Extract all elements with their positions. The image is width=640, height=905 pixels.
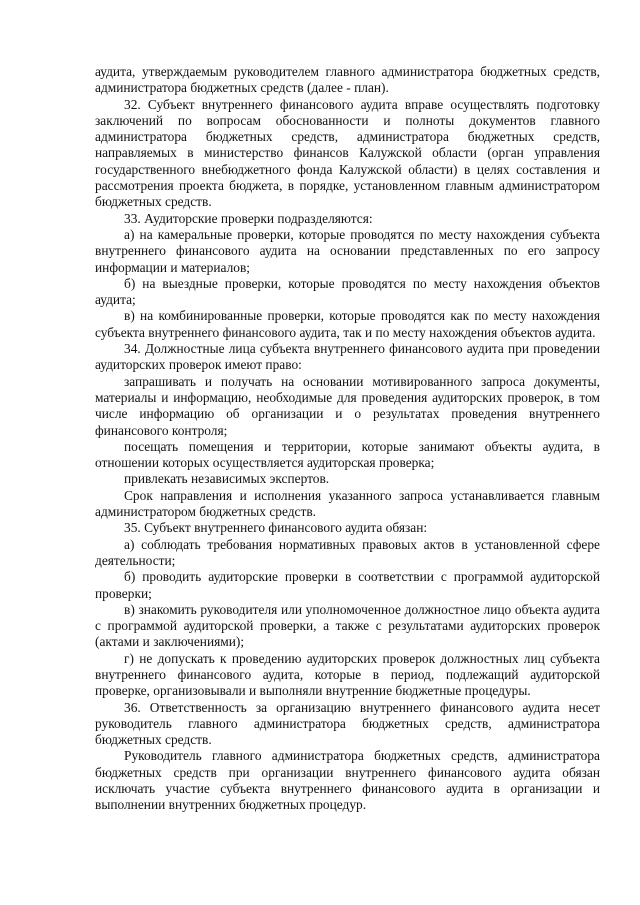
paragraph-34-request: запрашивать и получать на основании мотивированного запроса документы, материалы и информацию, необходимые для проведения аудиторских проверок, в том числе информацию об организации и о результатах проведения внутреннего финансового контроля; xyxy=(95,373,600,438)
paragraph-33: 33. Аудиторские проверки подразделяются: xyxy=(124,210,373,226)
paragraph-33-a: а) на камеральные проверки, которые проводятся по месту нахождения субъекта внутреннего финансового аудита на основании представленных по его запросу информации и материалов; xyxy=(95,226,600,275)
paragraph-35-b: б) проводить аудиторские проверки в соответствии с программой аудиторской проверки; xyxy=(95,569,600,601)
paragraph-continuation: аудита, утверждаемым руководителем главного администратора бюджетных средств, администратора бюджетных средств (далее - план). xyxy=(95,64,600,96)
paragraph-32: 32. Субъект внутреннего финансового аудита вправе осуществлять подготовку заключений по вопросам обоснованности и полноты документов главного администратора бюджетных средств, администратора бюджетных средств, направляемых в министерство финансов Калужской области (орган управления государственного внебюджетного фонда Калужской области) в целях составления и рассмотрения проекта бюджета, в порядке, установленном главным администратором бюджетных средств. xyxy=(95,96,600,210)
paragraph-35-a: а) соблюдать требования нормативных правовых актов в установленной сфере деятельности; xyxy=(95,536,600,568)
paragraph-36-head: Руководитель главного администратора бюджетных средств, администратора бюджетных средств при организации внутреннего финансового аудита обязан исключать участие субъекта внутреннего финансового аудита в организации и выполнении внутренних бюджетных процедур. xyxy=(95,748,600,813)
paragraph-36: 36. Ответственность за организацию внутреннего финансового аудита несет руководитель главного администратора бюджетных средств, администратора бюджетных средств. xyxy=(95,699,600,748)
paragraph-35-v: в) знакомить руководителя или уполномоченное должностное лицо объекта аудита с программой аудиторской проверки, а также с результатами аудиторских проверок (актами и заключениями); xyxy=(95,601,600,650)
paragraph-35-g: г) не допускать к проведению аудиторских проверок должностных лиц субъекта внутреннего финансового аудита, которые в период, подлежащий аудиторской проверке, организовывали и выполняли внутренние бюджетные процедуры. xyxy=(95,650,600,699)
paragraph-34-experts: привлекать независимых экспертов. xyxy=(124,471,330,487)
document-page xyxy=(95,64,600,814)
paragraph-35: 35. Субъект внутреннего финансового аудита обязан: xyxy=(124,520,428,536)
paragraph-33-v: в) на комбинированные проверки, которые проводятся как по месту нахождения субъекта внутреннего финансового аудита, так и по месту нахождения объектов аудита. xyxy=(95,308,600,340)
paragraph-34-visit: посещать помещения и территории, которые занимают объекты аудита, в отношении которых осуществляется аудиторская проверка; xyxy=(95,438,600,471)
paragraph-34: 34. Должностные лица субъекта внутреннего финансового аудита при проведении аудиторских проверок имеют право: xyxy=(95,341,600,373)
paragraph-33-b: б) на выездные проверки, которые проводятся по месту нахождения объектов аудита; xyxy=(95,275,600,308)
paragraph-34-deadline: Срок направления и исполнения указанного запроса устанавливается главным администратором бюджетных средств. xyxy=(95,487,600,520)
